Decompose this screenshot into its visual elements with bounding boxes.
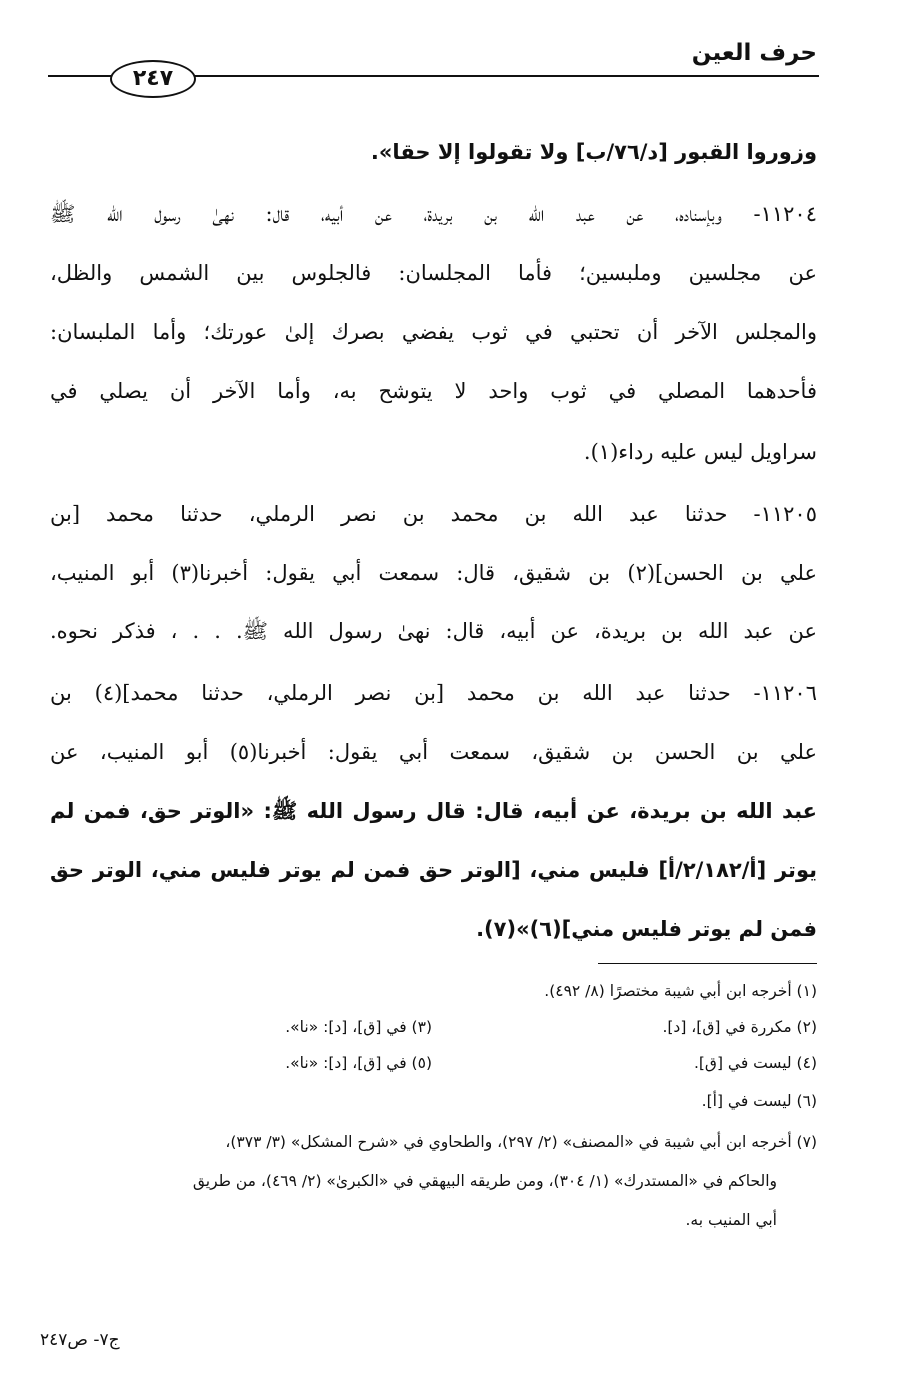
text-line: يوتر [أ/٢/١٨٢/أ] فليس مني، [الوتر حق فمن لم يوتر فليس مني، الوتر حق — [50, 858, 817, 882]
printer-signature: ج٧- ص٢٤٧ — [40, 1330, 120, 1350]
footnote: (٢) مكررة في [ق]، [د]. — [662, 1018, 817, 1036]
text-line: فأحدهما المصلي في ثوب واحد لا يتوشح به، وأما الآخر أن يصلي في — [50, 379, 817, 403]
running-head: حرف العين — [691, 40, 817, 66]
text-line: ١١٢٠٥- حدثنا عبد الله بن محمد بن نصر الرملي، حدثنا محمد [بن — [50, 502, 817, 526]
footnote: (٧) أخرجه ابن أبي شيبة في «المصنف» (٢/ ٢٩٧)، والطحاوي في «شرح المشكل» (٣/ ٣٧٣)، — [225, 1133, 817, 1151]
text-line: علي بن الحسن بن شقيق، سمعت أبي يقول: أخبرنا(٥) أبو المنيب، عن — [50, 740, 817, 764]
footnote: (١) أخرجه ابن أبي شيبة مختصرًا (٨/ ٤٩٢). — [544, 982, 817, 1000]
footnote-rule — [598, 963, 817, 964]
footnote: (٣) في [ق]، [د]: «نا». — [285, 1018, 432, 1036]
footnote: (٦) ليست في [أ]. — [701, 1092, 817, 1110]
text-line: عبد الله بن بريدة، عن أبيه، قال: قال رسول الله ﷺ: «الوتر حق، فمن لم — [50, 799, 817, 823]
text-line: ١١٢٠٤- وبإسناده، عن عبد الله بن بريدة، عن أبيه، قال: نهىٰ رسول الله ﷺ — [50, 202, 817, 226]
text-line: وزوروا القبور [د/٧٦/ب] ولا تقولوا إلا حقا». — [370, 140, 817, 164]
footnote: والحاكم في «المستدرك» (١/ ٣٠٤)، ومن طريقه البيهقي في «الكبرىٰ» (٢/ ٤٦٩)، من طريق — [192, 1172, 777, 1190]
text-line: فمن لم يوتر فليس مني](٦)»(٧). — [476, 917, 817, 941]
text-line: عن عبد الله بن بريدة، عن أبيه، قال: نهىٰ رسول الله ﷺ. . . ، فذكر نحوه. — [50, 619, 817, 643]
footnote: (٤) ليست في [ق]. — [693, 1054, 817, 1072]
text-line: علي بن الحسن](٢) بن شقيق، قال: سمعت أبي يقول: أخبرنا(٣) أبو المنيب، — [50, 561, 817, 585]
text-line: ١١٢٠٦- حدثنا عبد الله بن محمد [بن نصر الرملي، حدثنا محمد](٤) بن — [50, 681, 817, 705]
page-number-badge: ٢٤٧ — [110, 60, 196, 98]
footnote: أبي المنيب به. — [685, 1211, 777, 1229]
text-line: سراويل ليس عليه رداء(١). — [583, 440, 817, 464]
text-line: والمجلس الآخر أن تحتبي في ثوب يفضي بصرك إلىٰ عورتك؛ وأما الملبسان: — [50, 320, 817, 344]
text-line: عن مجلسين وملبسين؛ فأما المجلسان: فالجلوس بين الشمس والظل، — [50, 261, 817, 285]
footnote: (٥) في [ق]، [د]: «نا». — [285, 1054, 432, 1072]
